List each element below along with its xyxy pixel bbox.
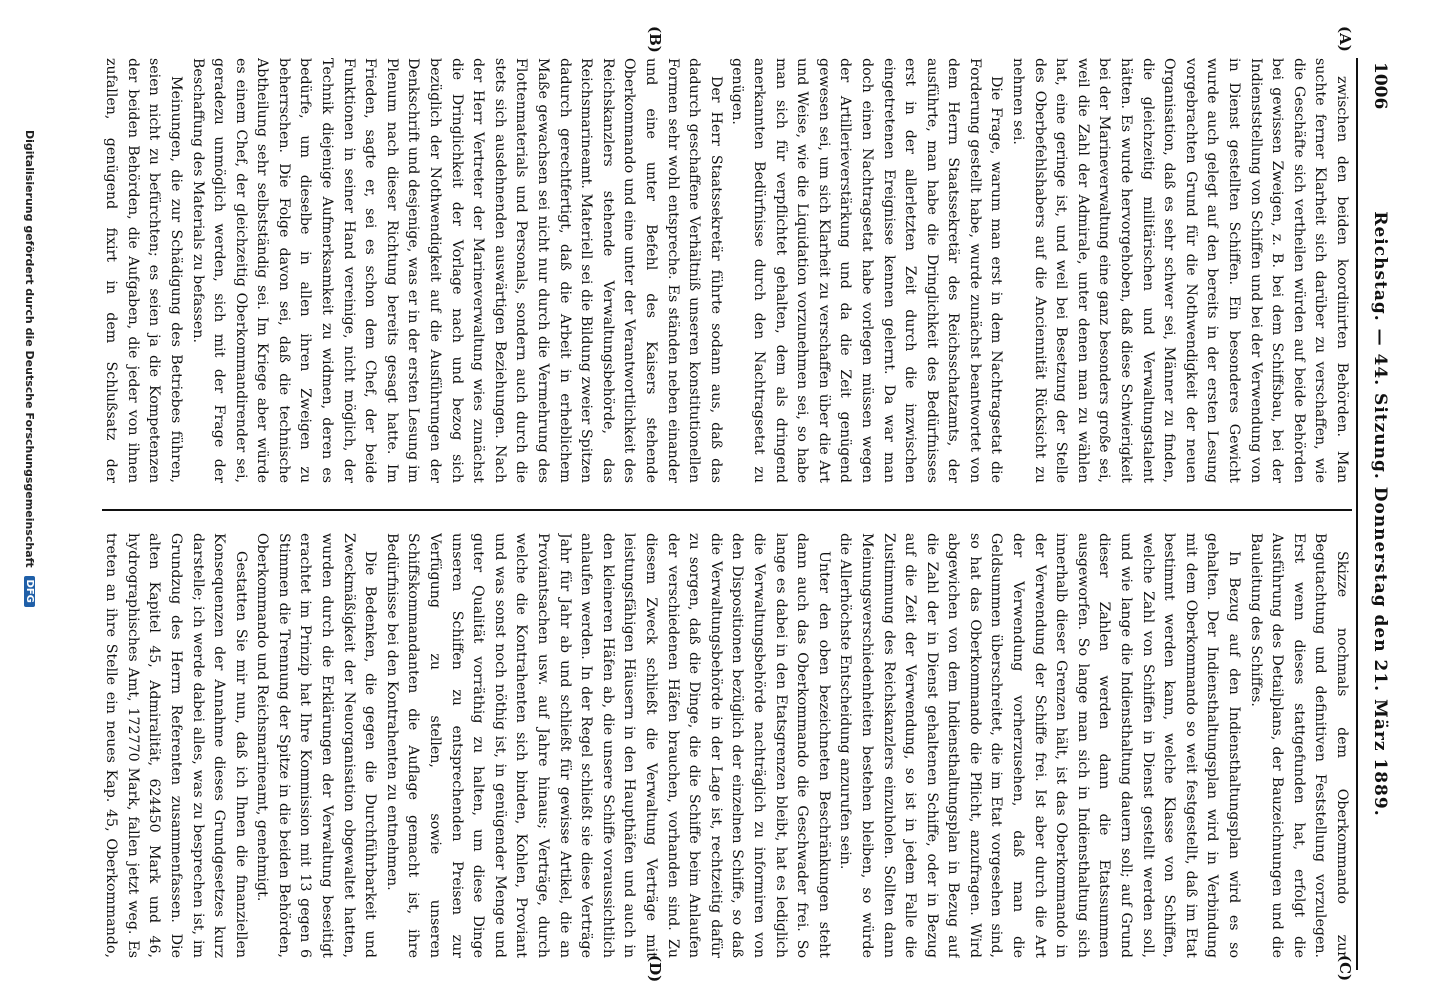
margin-marker-b: (B) <box>646 26 664 53</box>
paragraph: Die Frage, warum man erst in dem Nachtragsetat die Forderung gestellt habe, wurde zunächst beantwortet von dem Herrn Staatssekretär des Reichsschatzamts, der ausführte, man habe die Dringlichkeit des Bedürfnisses erst in der allerletzten Zeit durch die inzwischen eingetretenen Ereignisse kennen gelernt. Da war man doch einen Nachtragsetat habe vorlegen müssen wegen der Artillerieverstärkung und da die Zeit genügend gewesen sei, um sich Klarheit zu verschaffen über die Art und Weise, wie die Liquidation vorzunehmen sei, so habe man sich für verpflichtet gehalten, dem als dringend anerkannten Bedürfnisse durch den Nachtragsetat zu genügen. <box>729 58 1005 483</box>
text-columns <box>102 58 1352 970</box>
paragraph: Unter den oben bezeichneten Beschränkungen steht dann auch das Oberkommando die Geschwader frei. So lange es dabei in den Etatsgrenzen bleibt, hat es lediglich die Verwaltungsbehörde nachträglich zu informiren von den Dispositionen bezüglich der einzelnen Schiffe, so daß die Verwaltungsbehörde in der Lage ist, rechtzeitig dafür zu sorgen, daß die Dinge, die die Schiffe beim Anlaufen der verschiedenen Häfen brauchen, vorhanden sind. Zu diesem Zweck schließt die Verwaltung Verträge mit leistungsfähigen Häusern in den Haupthäfen und auch in den kleineren Häfen ab, die unsere Schiffe voraussichtlich anlaufen werden. In der Regel schließt sie diese Verträge Jahr für Jahr ab und schließt für gewisse Artikel, die an Proviantsachen usw. auf Jahre hinaus; Verträge, durch welche die Kontrahenten sich binden, Kohlen, Proviant und was sonst noch nöthig ist, in genügender Menge und guter Qualität vorräthig zu halten, um diese Dinge unseren Schiffen zu entsprechenden Preisen zur Verfügung zu stellen, sowie unseren Schiffskommandanten die Auflage gemacht ist, ihre Bedürfnisse bei den Kontrahenten zu entnehmen. <box>383 533 832 958</box>
credit-text: Digitalisierung gefördert durch die Deutsche Forschungsgemeinschaft <box>23 130 36 568</box>
page-header <box>1356 58 1398 970</box>
page-title: Reichstag. — 44. Sitzung. Donnerstag den 21. März 1889. <box>1370 211 1390 817</box>
margin-marker-d: (D) <box>646 955 664 983</box>
paragraph: Der Herr Staatssekretär führte sodann aus, daß das dadurch geschaffene Verhältniß unseren konstitutionellen Formen sehr wohl entspreche. Es ständen neben einander und eine unter Befehl des Kaisers stehende Oberkommando und eine unter der Verantwortlichkeit des Reichskanzlers stehende Verwaltungsbehörde, das Reichsmarineamt. Materiell sei die Bildung zweier Spitzen dadurch gerechtfertigt, daß die Arbeit in erheblichem Maße gewachsen sei nicht nur durch die Vermehrung des Flottenmaterials und Personals, sondern auch durch die stets sich ausdehnenden auswärtigen Beziehungen. Nach der Herr Vertreter der Marineverwaltung wies zunächst die Dringlichkeit der Vorlage nach und bezog sich bezüglich der Nothwendigkeit auf die Ausführungen der Denkschrift und desjenige, was er in der ersten Lesung im Plenum nach dieser Richtung bereits gesagt hatte. Im Frieden, sagte er, sei es schon dem Chef, der beide Funktionen in seiner Hand vereinige, nicht möglich, der Technik diejenige Aufmerksamkeit zu widmen, deren es bedürfe, um dieselbe in allen ihren Zweigen zu beherrschen. Die Folge davon sei, daß die technische Abtheilung sehr selbstständig sei. Im Kriege aber würde es einem Chef, der gleichzeitig Oberkommandirender sei, geradezu unmöglich werden, sich mit der Frage der Beschaffung des Materials zu befassen. <box>189 58 724 483</box>
left-column <box>102 58 1352 483</box>
margin-marker-c: (C) <box>1336 955 1354 982</box>
paragraph: zwischen den beiden koordinirten Behörden. Man suchte ferner Klarheit sich darüber zu verschaffen, wie die Geschäfte sich vertheilen würden auf beide Behörden bei gewissen Zweigen, z. B. bei dem Schiffsbau, bei der Indienststellung von Schiffen und bei der Verwendung von in Dienst gestellten Schiffen. Ein besonderes Gewicht wurde auch gelegt auf den bereits in der ersten Lesung vorgebrachten Grund für die Nothwendigkeit der neuen Organisation, daß es sehr schwer sei, Männer zu finden, die gleichzeitig militärischen und Verwaltungstalent hätten. Es wurde hervorgehoben, daß diese Schwierigkeit bei der Marineverwaltung eine ganz besonders große sei, weil die Zahl der Admirale, unter denen man zu wählen hat, eine geringe ist, und weil bei Besetzung der Stelle des Oberbefehlshabers auf die Anciennität Rücksicht zu nehmen sei. <box>1010 58 1350 483</box>
digitization-credit <box>23 130 36 1000</box>
page-number: 1006 <box>1370 62 1390 110</box>
paragraph: Die Bedenken, die gegen die Durchführbarkeit und Zweckmäßigkeit der Neuorganisation obgewaltet hatten, wurden durch die Erklärungen der Verwaltung beseitigt erachtet im Prinzip hat Ihre Kommission mit 13 gegen 6 Stimmen die Trennung der Spitze in die beiden Behörden, Oberkommando und Reichsmarineamt, genehmigt. <box>254 533 379 958</box>
column-divider <box>102 509 1352 511</box>
paragraph: In Bezug auf den Indiensthaltungsplan wird es so gehalten. Der Indiensthaltungsplan wird in Verbindung mit dem Oberkommando so weit festgestellt, daß im Etat bestimmt werden kann, welche Klasse von Schiffen, welche Zahl von Schiffen in Dienst gestellt werden soll, und wie lange die Indiensthaltung dauern soll; auf Grund dieser Zahlen werden dann die Etatssummen ausgeworfen. So lange man sich in Indiensthaltung sich innerhalb dieser Grenzen hält, ist das Oberkommando in der Verwendung der Schiffe frei. Ist aber durch die Art der Verwendung vorherzusehen, daß man die Geldsummen überschreitet, die im Etat vorgesehen sind, so hat das Oberkommando die Pflicht, anzufragen. Wird abgewichen von dem Indiensthaltungsplan in Bezug auf die Zahl der in Dienst gehaltenen Schiffe, oder in Bezug auf die Zeit der Verwendung, so ist in jedem Falle die Zustimmung des Reichskanzlers einzuholen. Sollten dann Meinungsverschiedenheiten bestehen bleiben, so würde die Allerhöchste Entscheidung anzurufen sein. <box>837 533 1243 958</box>
margin-marker-a: (A) <box>1336 26 1354 52</box>
dfg-logo: DFG <box>24 576 35 607</box>
right-column <box>102 533 1352 958</box>
paragraph: Meinungen, die zur Schädigung des Betriebes führen, seien nicht zu befürchten; es seien ja die Kompetenzen der beiden Behörden, die Aufgaben, die jeder von ihnen zufallen, genügend fixirt in dem Schlußsatz der <box>103 58 184 483</box>
paragraph: Skizze nochmals dem Oberkommando zur Begutachtung und definitiven Feststellung vorzulegen. Erst wenn dieses stattgefunden hat, erfolgt die Ausführung des Detailplans, der Bauzeichnungen und die Bauleitung des Schiffes. <box>1247 533 1350 958</box>
paragraph: Gestatten Sie mir nun, daß ich Ihnen die finanziellen Konsequenzen der Annahme dieses Grundgesetzes kurz darstelle; ich werde dabei alles, was zu besprechen ist, im Grundzug des Herrn Referenten zusammenfassen. Die alten Kapitel 45, Admiralität, 624450 Mark und 46, hydrographisches Amt, 172770 Mark, fallen jetzt weg. Es treten an ihre Stelle ein neues Kap. 45, Oberkommando, <box>103 533 249 958</box>
